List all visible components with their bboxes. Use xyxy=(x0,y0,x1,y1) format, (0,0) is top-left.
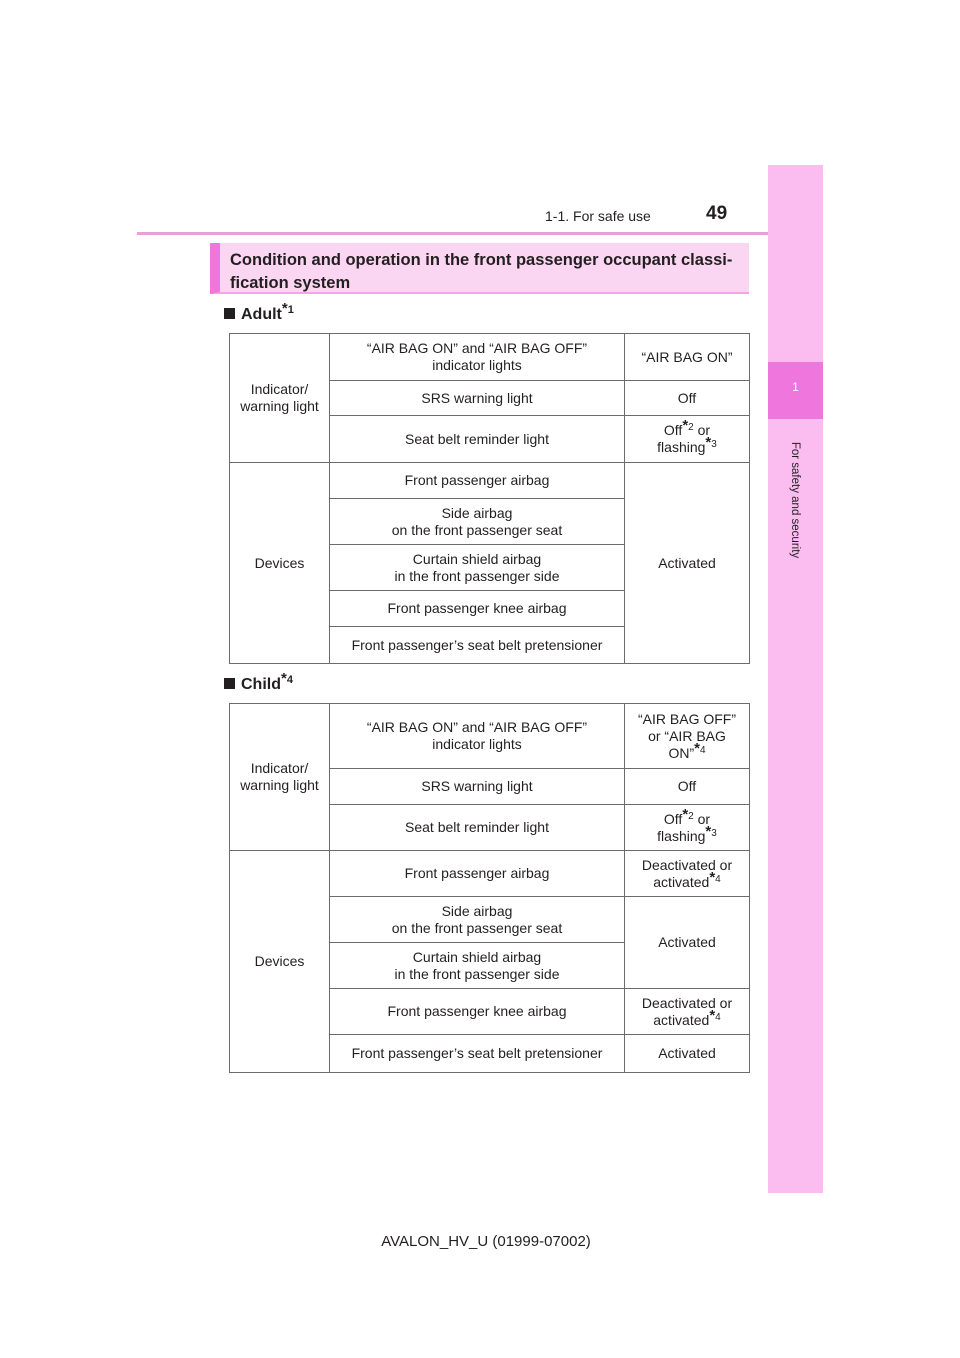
header-rule xyxy=(137,232,823,235)
device-cell: Curtain shield airbag in the front passenger side xyxy=(330,943,625,989)
table-row xyxy=(230,334,750,381)
device-value: Deactivated or activated$^{*4}$ xyxy=(625,851,750,897)
chapter-sidebar xyxy=(768,165,823,1193)
chapter-label: For safety and security xyxy=(789,441,801,559)
device-cell: Side airbag on the front passenger seat xyxy=(330,499,625,545)
table-row xyxy=(230,851,750,897)
table-row xyxy=(230,704,750,769)
device-value: Activated xyxy=(625,897,750,989)
seat-belt-reminder-value: Off$^{*2}$ or flashing$^{*3}$ xyxy=(625,805,750,851)
indicator-lights-value: “AIR BAG OFF” or “AIR BAG ON”$^{*4}$ xyxy=(625,704,750,769)
adult-heading: Adult$^{*1}$ xyxy=(224,300,294,324)
indicator-lights-cell: “AIR BAG ON” and “AIR BAG OFF” indicator lights xyxy=(330,334,625,381)
bullet-square-icon xyxy=(224,678,235,689)
chapter-number: 1 xyxy=(792,380,799,394)
adult-table xyxy=(229,333,750,664)
table-row xyxy=(230,463,750,499)
indicator-header-cell: Indicator/ warning light xyxy=(230,334,330,463)
child-note: 4 xyxy=(286,674,293,686)
seat-belt-reminder-value: Off$^{*2}$ or flashing$^{*3}$ xyxy=(625,416,750,463)
child-table xyxy=(229,703,750,1073)
section-title: 1-1. For safe use xyxy=(545,208,651,224)
adult-label: Adult xyxy=(241,306,282,323)
condition-heading-line2: fication system xyxy=(230,274,351,292)
device-cell: Front passenger airbag xyxy=(330,851,625,897)
device-value: Activated xyxy=(625,1035,750,1073)
device-cell: Front passenger knee airbag xyxy=(330,989,625,1035)
srs-warning-value: Off xyxy=(625,381,750,416)
condition-heading-line1: Condition and operation in the front passenger occupant classi- xyxy=(230,251,733,269)
device-cell: Front passenger’s seat belt pretensioner xyxy=(330,627,625,664)
device-cell: Front passenger’s seat belt pretensioner xyxy=(330,1035,625,1073)
condition-heading xyxy=(210,243,749,294)
page-number: 49 xyxy=(706,203,728,224)
device-cell: Curtain shield airbag in the front passenger side xyxy=(330,545,625,591)
devices-header-cell: Devices xyxy=(230,463,330,664)
srs-warning-value: Off xyxy=(625,769,750,805)
device-cell: Front passenger knee airbag xyxy=(330,591,625,627)
adult-note: 1 xyxy=(287,304,294,316)
indicator-header-cell: Indicator/ warning light xyxy=(230,704,330,851)
indicator-lights-value: “AIR BAG ON” xyxy=(625,334,750,381)
srs-warning-cell: SRS warning light xyxy=(330,769,625,805)
bullet-square-icon xyxy=(224,308,235,319)
devices-header-cell: Devices xyxy=(230,851,330,1073)
device-value: Deactivated or activated$^{*4}$ xyxy=(625,989,750,1035)
footer-code: AVALON_HV_U (01999-07002) xyxy=(381,1233,591,1250)
srs-warning-cell: SRS warning light xyxy=(330,381,625,416)
device-cell: Side airbag on the front passenger seat xyxy=(330,897,625,943)
child-heading: Child$^{*4}$ xyxy=(224,670,293,694)
seat-belt-reminder-cell: Seat belt reminder light xyxy=(330,805,625,851)
devices-value: Activated xyxy=(625,463,750,664)
child-label: Child xyxy=(241,676,281,693)
device-cell: Front passenger airbag xyxy=(330,463,625,499)
indicator-lights-cell: “AIR BAG ON” and “AIR BAG OFF” indicator lights xyxy=(330,704,625,769)
seat-belt-reminder-cell: Seat belt reminder light xyxy=(330,416,625,463)
